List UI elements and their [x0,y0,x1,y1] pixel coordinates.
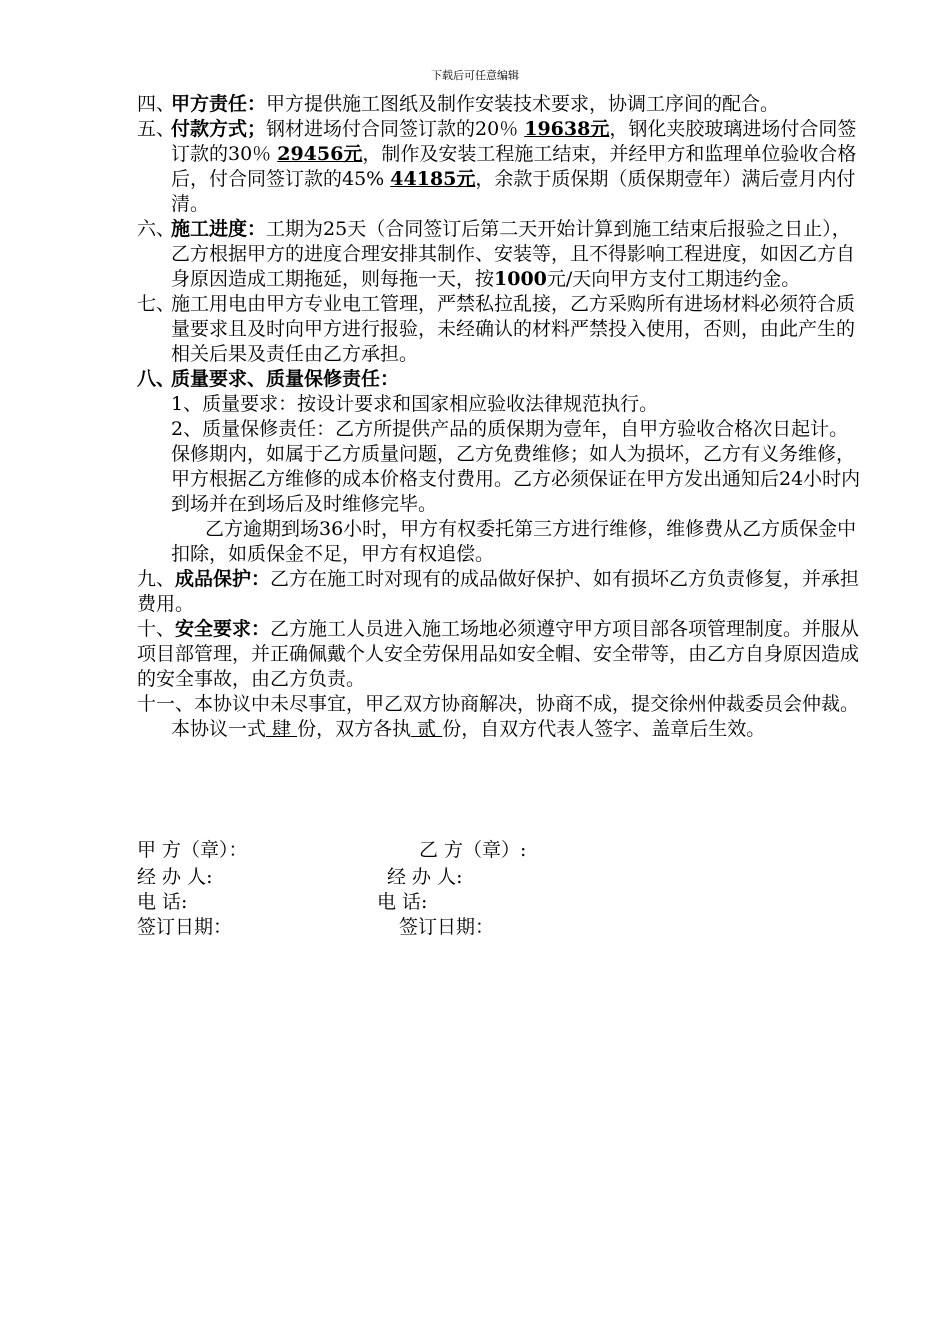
party-a-date: 签订日期： [137,916,233,938]
clause-text: ，制作及安装工程施工结束，并经甲方和监理单位验收合格后，付合同签订款的45% [171,143,857,190]
clause-8-sub-1: 1、质量要求：按设计要求和国家相应验收法律规范执行。 [171,393,659,415]
party-a-agent: 经 办 人: [137,866,213,888]
penalty-amount: 1000 [494,268,547,290]
clause-number: 四、 [137,93,176,115]
clause-text: ，余款于质保期（质保期壹年）满后壹月内付清。 [171,168,856,215]
amount-1: 19638元 [524,118,610,140]
amount-2: 29456元 [277,143,363,165]
clause-number: 五、 [137,118,176,140]
clause-number: 七、 [137,293,176,315]
copies-total: 肆 [266,718,298,740]
clause-text: ，钢化夹胶玻璃进场付合同签订款的30％ [171,118,857,165]
clause-title: 质量要求、质量保修责任： [171,368,400,390]
clause-10 [137,617,867,692]
signature-block [137,838,867,948]
clause-title: 成品保护： [175,568,271,590]
clause-number: 六、 [137,218,176,240]
closing-statement [137,717,867,742]
clause-title: 施工进度： [171,218,267,240]
clause-text: 工期为25天（合同签订后第二天开始计算到施工结束后报验之日止），乙方根据甲方的进度合理安排其制作、安装等，且不得影响工程进度，如因乙方自身原因造成工期拖延，则每拖一天，按 [171,218,856,290]
party-b-phone: 电 话: [377,891,428,913]
party-b-date: 签订日期： [399,916,495,938]
closing-text: 份，双方各执 [297,718,412,740]
clause-6 [137,217,867,292]
clause-text: 甲方提供施工图纸及制作安装技术要求，协调工序间的配合。 [266,93,780,115]
clause-4 [137,92,867,117]
contract-body [137,92,867,742]
party-a-seal: 甲 方（章）： [137,839,248,861]
party-b-agent: 经 办 人: [387,866,463,888]
party-b-seal: 乙 方（章）: [419,839,527,861]
clause-text: 施工用电由甲方专业电工管理，严禁私拉乱接，乙方采购所有进场材料必须符合质量要求且及时向甲方进行报验，未经确认的材料严禁投入使用，否则，由此产生的相关后果及责任由乙方承担。 [171,293,856,365]
page-header: 下载后可任意编辑 [431,69,519,82]
party-a-phone: 电 话: [137,891,188,913]
copies-each: 贰 [411,718,443,740]
clause-title: 付款方式； [171,118,267,140]
closing-text: 本协议一式 [171,718,267,740]
clause-8-sub-2: 2、质量保修责任：乙方所提供产品的质保期为壹年，自甲方验收合格次日起计。保修期内，如属于乙方质量问题，乙方免费维修；如人为损坏，乙方有义务维修，甲方根据乙方维修的成本价格支付费用。乙方必须保证在甲方发出通知后24小时内到场并在到场后及时维修完毕。 [171,418,861,515]
clause-9 [137,567,867,617]
clause-title: 甲方责任： [171,93,267,115]
clause-text: 乙方施工人员进入施工场地必须遵守甲方项目部各项管理制度。并服从项目部管理，并正确佩戴个人安全劳保用品如安全帽、安全带等，由乙方自身原因造成的安全事故，由乙方负责。 [137,618,860,690]
clause-number: 八、 [137,368,176,390]
clause-11: 十一、本协议中未尽事宜，甲乙双方协商解决，协商不成，提交徐州仲裁委员会仲裁。 [137,693,860,715]
clause-text: 乙方在施工时对现有的成品做好保护、如有损坏乙方负责修复，并承担费用。 [137,568,860,615]
clause-7 [137,292,867,367]
amount-3: 44185元 [390,168,476,190]
clause-number: 十、 [137,618,176,640]
clause-8-sub-3: 乙方逾期到场36小时，甲方有权委托第三方进行维修，维修费从乙方质保金中扣除，如质保金不足，甲方有权追偿。 [171,518,857,565]
clause-5 [137,117,867,217]
clause-text: 元/天向甲方支付工期违约金。 [546,268,801,290]
closing-text: 份，自双方代表人签字、盖章后生效。 [442,718,766,740]
clause-text: 钢材进场付合同签订款的20％ [266,118,525,140]
clause-8 [137,367,867,392]
clause-number: 九、 [137,568,176,590]
clause-title: 安全要求： [175,618,271,640]
